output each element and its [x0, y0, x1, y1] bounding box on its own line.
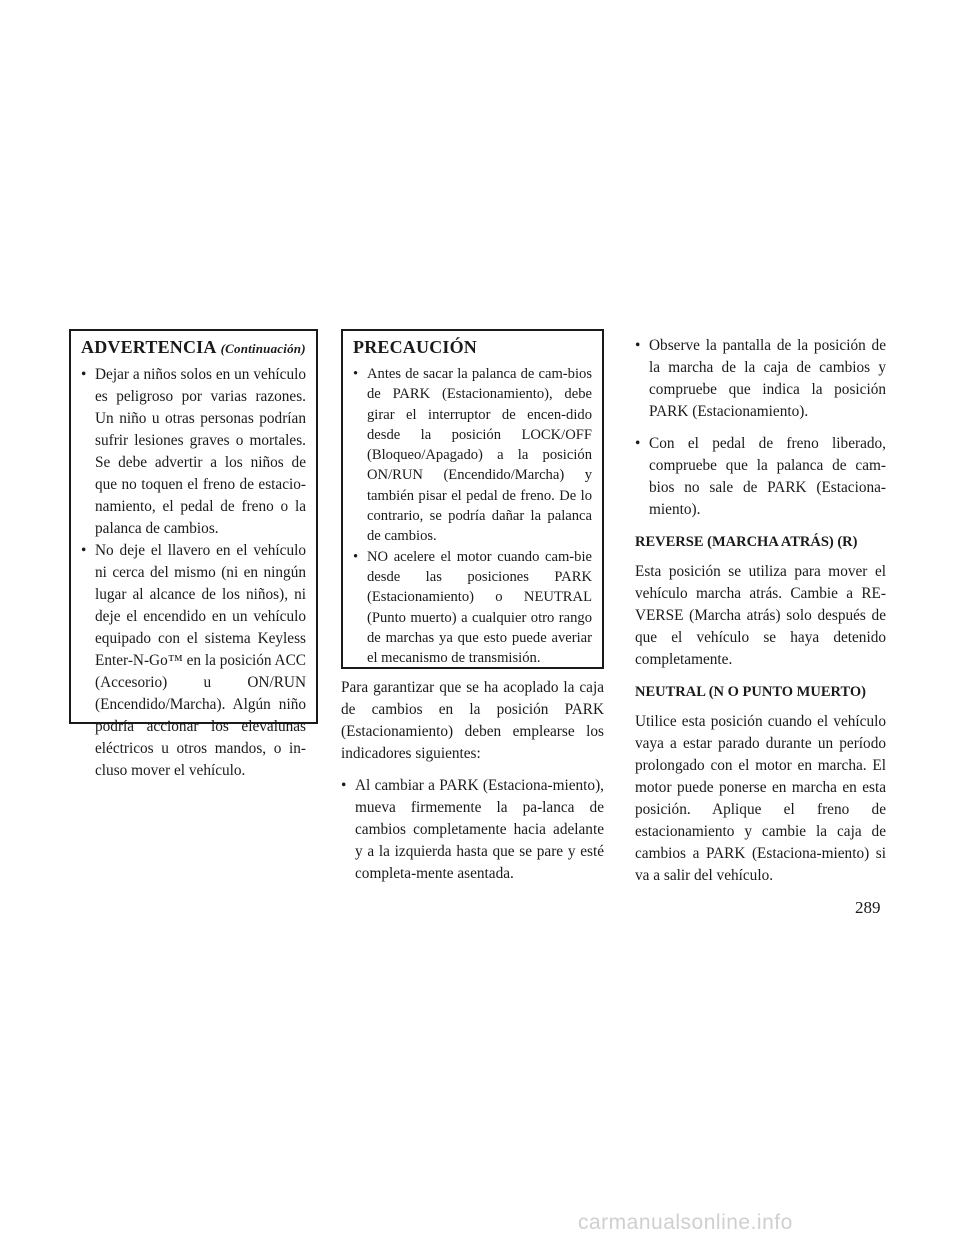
reverse-text: Esta posición se utiliza para mover el vehículo marcha atrás. Cambie a RE-VERSE (Marcha atrás) solo después de que el vehículo se haya detenido completamente. [635, 563, 886, 668]
middle-column [341, 329, 604, 895]
right-column [635, 335, 886, 897]
caution-title: PRECAUCIÓN [353, 337, 478, 357]
park-indicators-list [635, 335, 886, 521]
warning-title-text: ADVERTENCIA [81, 337, 217, 357]
indicator-item: • Observe la pantalla de la posición de la marcha de la caja de cambios y compruebe que indica la posición PARK (Estacionamiento). [635, 335, 886, 423]
park-intro: Para garantizar que se ha acoplado la caja de cambios en la posición PARK (Estacionamiento) deben emplearse los indicadores siguientes: [341, 679, 604, 762]
caution-item: • NO acelere el motor cuando cam-bie desde las posiciones PARK (Estacionamiento) o NEUTRAL (Punto muerto) a cualquier otro rango de marchas ya que esto puede averiar el mecanismo de transmisión. [353, 547, 592, 669]
warning-list [81, 364, 306, 782]
reverse-heading: REVERSE (MARCHA ATRÁS) (R) [635, 534, 858, 550]
warning-continued: (Continuación) [220, 341, 306, 356]
warning-box [69, 329, 318, 779]
park-list [341, 775, 604, 885]
middle-text [341, 677, 604, 885]
neutral-heading: NEUTRAL (N O PUNTO MUERTO) [635, 684, 866, 700]
caution-item: • Antes de sacar la palanca de cam-bios de PARK (Estacionamiento), debe girar el interruptor de encen-dido desde la posición LOCK/OFF (Bloqueo/Apagado) a la posición ON/RUN (Encendido/Marcha) y también pisar el pedal de freno. De lo contrario, se podría dañar la palanca de cambios. [353, 364, 592, 547]
indicator-item: • Con el pedal de freno liberado, compruebe que la palanca de cam-bios no sale de PARK (Estaciona-miento). [635, 433, 886, 521]
page-number: 289 [855, 898, 881, 917]
watermark: carmanualsonline.info [578, 1211, 793, 1234]
warning-item: • No deje el llavero en el vehículo ni cerca del mismo (ni en ningún lugar al alcance de los niños), ni deje el encendido en un vehículo equipado con el sistema Keyless Enter-N-Go™ en la posición ACC (Accesorio) u ON/RUN (Encendido/Marcha). Algún niño podría accionar los elevalunas eléctricos u otros mandos, o in-cluso mover el vehículo. [81, 540, 306, 782]
caution-box [341, 329, 604, 669]
warning-item: • Dejar a niños solos en un vehículo es peligroso por varias razones. Un niño u otras personas podrían sufrir lesiones graves o mortales. Se debe advertir a los niños de que no toquen el freno de estacio-namiento, el pedal de freno o la palanca de cambios. [81, 364, 306, 540]
caution-list [353, 364, 592, 668]
neutral-text: Utilice esta posición cuando el vehículo vaya a estar parado durante un período prolongado con el motor en marcha. El motor puede ponerse en marcha en esta posición. Aplique el freno de estacionamiento y cambie la caja de cambios a PARK (Estaciona-miento) si va a salir del vehículo. [635, 713, 886, 884]
park-item: • Al cambiar a PARK (Estaciona-miento), mueva firmemente la pa-lanca de cambios completamente hacia adelante y a la izquierda hasta que se pare y esté completa-mente asentada. [341, 775, 604, 885]
warning-title [81, 337, 306, 358]
